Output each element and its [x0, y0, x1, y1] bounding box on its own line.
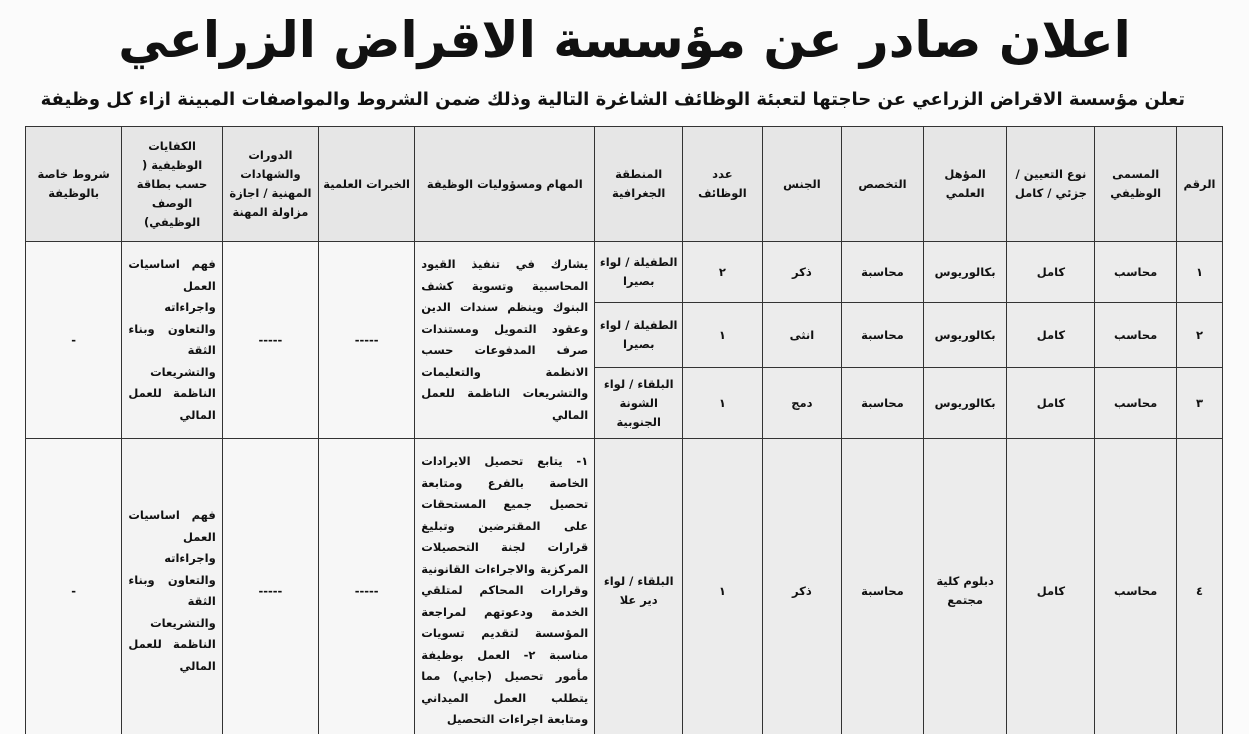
- header-courses: الدورات والشهادات المهنية / اجازة مزاولة المهنة: [222, 127, 318, 242]
- cell-qualification: بكالوريوس: [923, 303, 1007, 368]
- cell-appointment-type: كامل: [1007, 439, 1095, 742]
- cell-experience-group-a: -----: [319, 242, 415, 439]
- cell-duties-group-a: يشارك في تنفيذ القيود المحاسبية وتسوية كشف البنوك وينظم سندات الدين وعقود التمويل ومستندات صرف المدفوعات حسب الانظمة والتعليمات والتشريعات الناظمة للعمل المالي: [415, 242, 595, 439]
- cell-region: الطفيلة / لواء بصيرا: [595, 303, 683, 368]
- jobs-table: [25, 126, 1223, 742]
- header-region: المنطقة الجغرافية: [595, 127, 683, 242]
- cell-region: البلقاء / لواء الشونة الجنوبية: [595, 368, 683, 439]
- cell-appointment-type: كامل: [1007, 303, 1095, 368]
- header-appointment-type: نوع التعيين / جزئي / كامل: [1007, 127, 1095, 242]
- cell-count: ١: [683, 303, 763, 368]
- page-bottom-edge: [0, 734, 1249, 742]
- cell-special-conditions-group-b: -: [26, 439, 122, 742]
- cell-number: ١: [1176, 242, 1222, 303]
- cell-gender: ذكر: [762, 242, 842, 303]
- cell-courses-group-b: -----: [222, 439, 318, 742]
- cell-competencies-group-a: فهم اساسيات العمل واجراءاته والتعاون وبناء الثقة والتشريعات الناظمة للعمل المالي: [122, 242, 222, 439]
- table-header-row: [26, 127, 1223, 242]
- header-qualification: المؤهل العلمي: [923, 127, 1007, 242]
- header-experience: الخبرات العلمية: [319, 127, 415, 242]
- cell-experience-group-b: -----: [319, 439, 415, 742]
- cell-number: ٢: [1176, 303, 1222, 368]
- cell-specialization: محاسبة: [842, 242, 924, 303]
- cell-competencies-group-b: فهم اساسيات العمل واجراءاته والتعاون وبناء الثقة والتشريعات الناظمة للعمل المالي: [122, 439, 222, 742]
- table-row: [26, 439, 1223, 742]
- cell-job-title: محاسب: [1095, 439, 1177, 742]
- cell-qualification: بكالوريوس: [923, 242, 1007, 303]
- cell-count: ٢: [683, 242, 763, 303]
- cell-region: الطفيلة / لواء بصيرا: [595, 242, 683, 303]
- cell-appointment-type: كامل: [1007, 368, 1095, 439]
- header-job-title: المسمى الوظيفي: [1095, 127, 1177, 242]
- header-number: الرقم: [1176, 127, 1222, 242]
- header-specialization: التخصص: [842, 127, 924, 242]
- cell-appointment-type: كامل: [1007, 242, 1095, 303]
- table-row: [26, 242, 1223, 303]
- header-competencies: الكفايات الوظيفية ( حسب بطاقة الوصف الوظيفي): [122, 127, 222, 242]
- header-count: عدد الوظائف: [683, 127, 763, 242]
- cell-qualification: بكالوريوس: [923, 368, 1007, 439]
- cell-job-title: محاسب: [1095, 368, 1177, 439]
- cell-courses-group-a: -----: [222, 242, 318, 439]
- cell-specialization: محاسبة: [842, 368, 924, 439]
- cell-gender: دمج: [762, 368, 842, 439]
- cell-duties-group-b: ١- يتابع تحصيل الايرادات الخاصة بالفرع ومتابعة تحصيل جميع المستحقات على المقترضين وتبليغ قرارات لجنة التحصيلات المركزية والاجراءات القانونية وقرارات المحاكم لمتلقي الخدمة ودعوتهم لمراجعة المؤسسة لتقديم تسويات مناسبة ٢- العمل بوظيفة مأمور تحصيل (جابي) مما يتطلب العمل الميداني ومتابعة اجراءات التحصيل: [415, 439, 595, 742]
- cell-count: ١: [683, 439, 763, 742]
- header-gender: الجنس: [762, 127, 842, 242]
- cell-number: ٤: [1176, 439, 1222, 742]
- cell-gender: انثى: [762, 303, 842, 368]
- cell-job-title: محاسب: [1095, 242, 1177, 303]
- header-duties: المهام ومسؤوليات الوظيفة: [415, 127, 595, 242]
- cell-specialization: محاسبة: [842, 303, 924, 368]
- cell-job-title: محاسب: [1095, 303, 1177, 368]
- cell-region: البلقاء / لواء دير علا: [595, 439, 683, 742]
- cell-count: ١: [683, 368, 763, 439]
- announcement-subtitle: تعلن مؤسسة الاقراض الزراعي عن حاجتها لتعبئة الوظائف الشاغرة التالية وذلك ضمن الشروط والمواصفات المبينة ازاء كل وظيفة: [40, 89, 1185, 110]
- cell-gender: ذكر: [762, 439, 842, 742]
- header-special-conditions: شروط خاصة بالوظيفة: [26, 127, 122, 242]
- cell-qualification: دبلوم كلية مجتمع: [923, 439, 1007, 742]
- cell-number: ٣: [1176, 368, 1222, 439]
- announcement-title: اعلان صادر عن مؤسسة الاقراض الزراعي: [118, 11, 1131, 69]
- cell-special-conditions-group-a: -: [26, 242, 122, 439]
- cell-specialization: محاسبة: [842, 439, 924, 742]
